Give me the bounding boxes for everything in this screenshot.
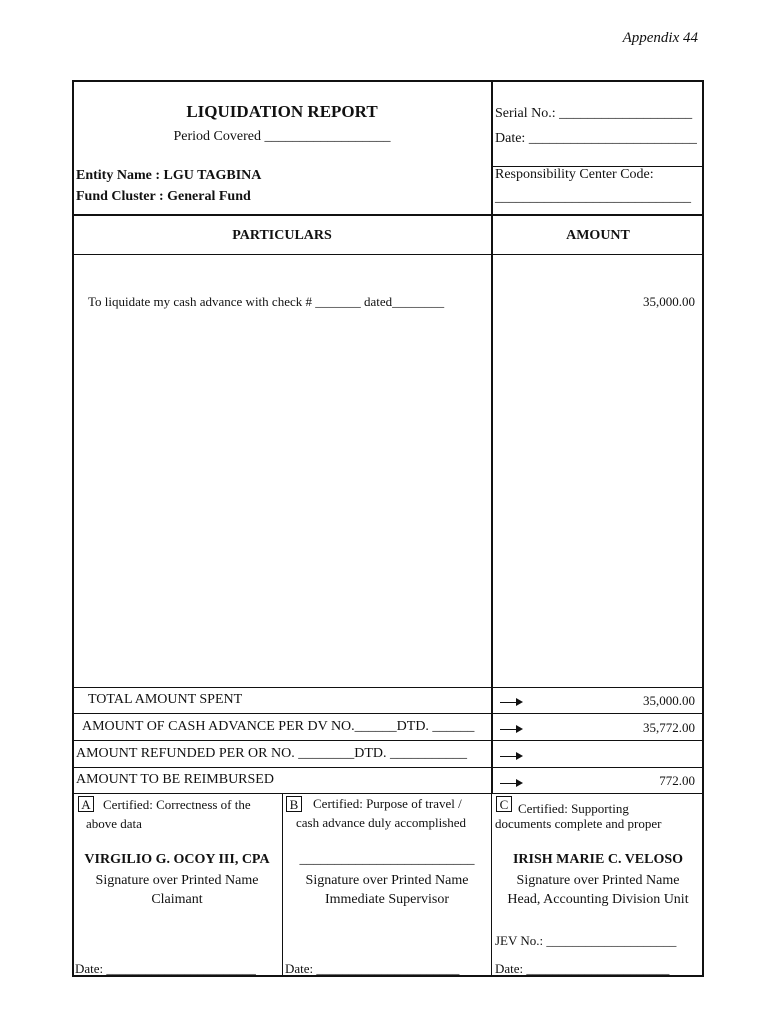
column-header-particulars: PARTICULARS — [232, 228, 332, 243]
certification-b-letter: B — [286, 796, 302, 812]
header-date: Date: ________________________ — [495, 131, 697, 146]
accountant-name: IRISH MARIE C. VELOSO — [512, 852, 684, 867]
jev-no: JEV No.: ____________________ — [495, 933, 677, 948]
claimant-name: VIRGILIO G. OCOY III, CPA — [84, 852, 270, 867]
amount-refunded-label: AMOUNT REFUNDED PER OR NO. ________DTD. ___________ — [76, 746, 467, 761]
claimant-signature-caption: Signature over Printed Name — [95, 873, 259, 888]
particular-text: To liquidate my cash advance with check # _______ dated________ — [88, 294, 445, 309]
responsibility-center-line: ____________________________ — [495, 190, 691, 205]
accountant-date: Date: ______________________ — [495, 961, 670, 976]
period-covered: Period Covered __________________ — [173, 129, 391, 144]
appendix-label: Appendix 44 — [622, 30, 698, 46]
summary-line-3 — [72, 767, 704, 768]
fund-cluster: Fund Cluster : General Fund — [76, 189, 251, 204]
certification-b-text: Certified: Purpose of travel / — [313, 796, 462, 811]
supervisor-signature-line: _________________________ — [299, 852, 475, 867]
cash-advance-label: AMOUNT OF CASH ADVANCE PER DV NO.______DTD. ______ — [82, 719, 475, 734]
claimant-date: Date: _______________________ — [75, 961, 256, 976]
amount-reimbursed-label: AMOUNT TO BE REIMBURSED — [76, 772, 274, 787]
certification-b-text-2: cash advance duly accomplished — [296, 815, 467, 830]
certification-a-letter: A — [78, 796, 94, 812]
entity-name: Entity Name : LGU TAGBINA — [76, 168, 262, 183]
column-header-amount: AMOUNT — [566, 228, 630, 243]
accountant-role: Head, Accounting Division Unit — [507, 892, 689, 907]
certification-c-text: Certified: Supporting — [518, 801, 629, 816]
cash-advance-value: 35,772.00 — [643, 720, 695, 735]
claimant-role: Claimant — [151, 892, 203, 907]
certification-c-letter: C — [496, 796, 512, 812]
serial-no: Serial No.: ___________________ — [495, 106, 693, 121]
summary-line-1 — [72, 713, 704, 714]
responsibility-center-label: Responsibility Center Code: — [495, 167, 654, 182]
amount-reimbursed-value: 772.00 — [659, 773, 695, 788]
summary-top-line — [72, 687, 704, 688]
supervisor-date: Date: ______________________ — [285, 961, 460, 976]
particular-amount: 35,000.00 — [643, 294, 695, 309]
column-header-bottom-line — [72, 254, 704, 255]
total-amount-spent-label: TOTAL AMOUNT SPENT — [88, 692, 243, 707]
report-title: LIQUIDATION REPORT — [186, 102, 378, 121]
summary-line-2 — [72, 740, 704, 741]
supervisor-role: Immediate Supervisor — [324, 892, 450, 907]
header-bottom-line — [72, 214, 704, 216]
accountant-signature-caption: Signature over Printed Name — [516, 873, 680, 888]
supervisor-signature-caption: Signature over Printed Name — [305, 873, 469, 888]
certification-c-text-2: documents complete and proper — [495, 816, 662, 831]
certification-a-text: Certified: Correctness of the — [103, 797, 251, 812]
total-amount-spent-value: 35,000.00 — [643, 693, 695, 708]
certification-a-text-2: above data — [86, 816, 142, 831]
